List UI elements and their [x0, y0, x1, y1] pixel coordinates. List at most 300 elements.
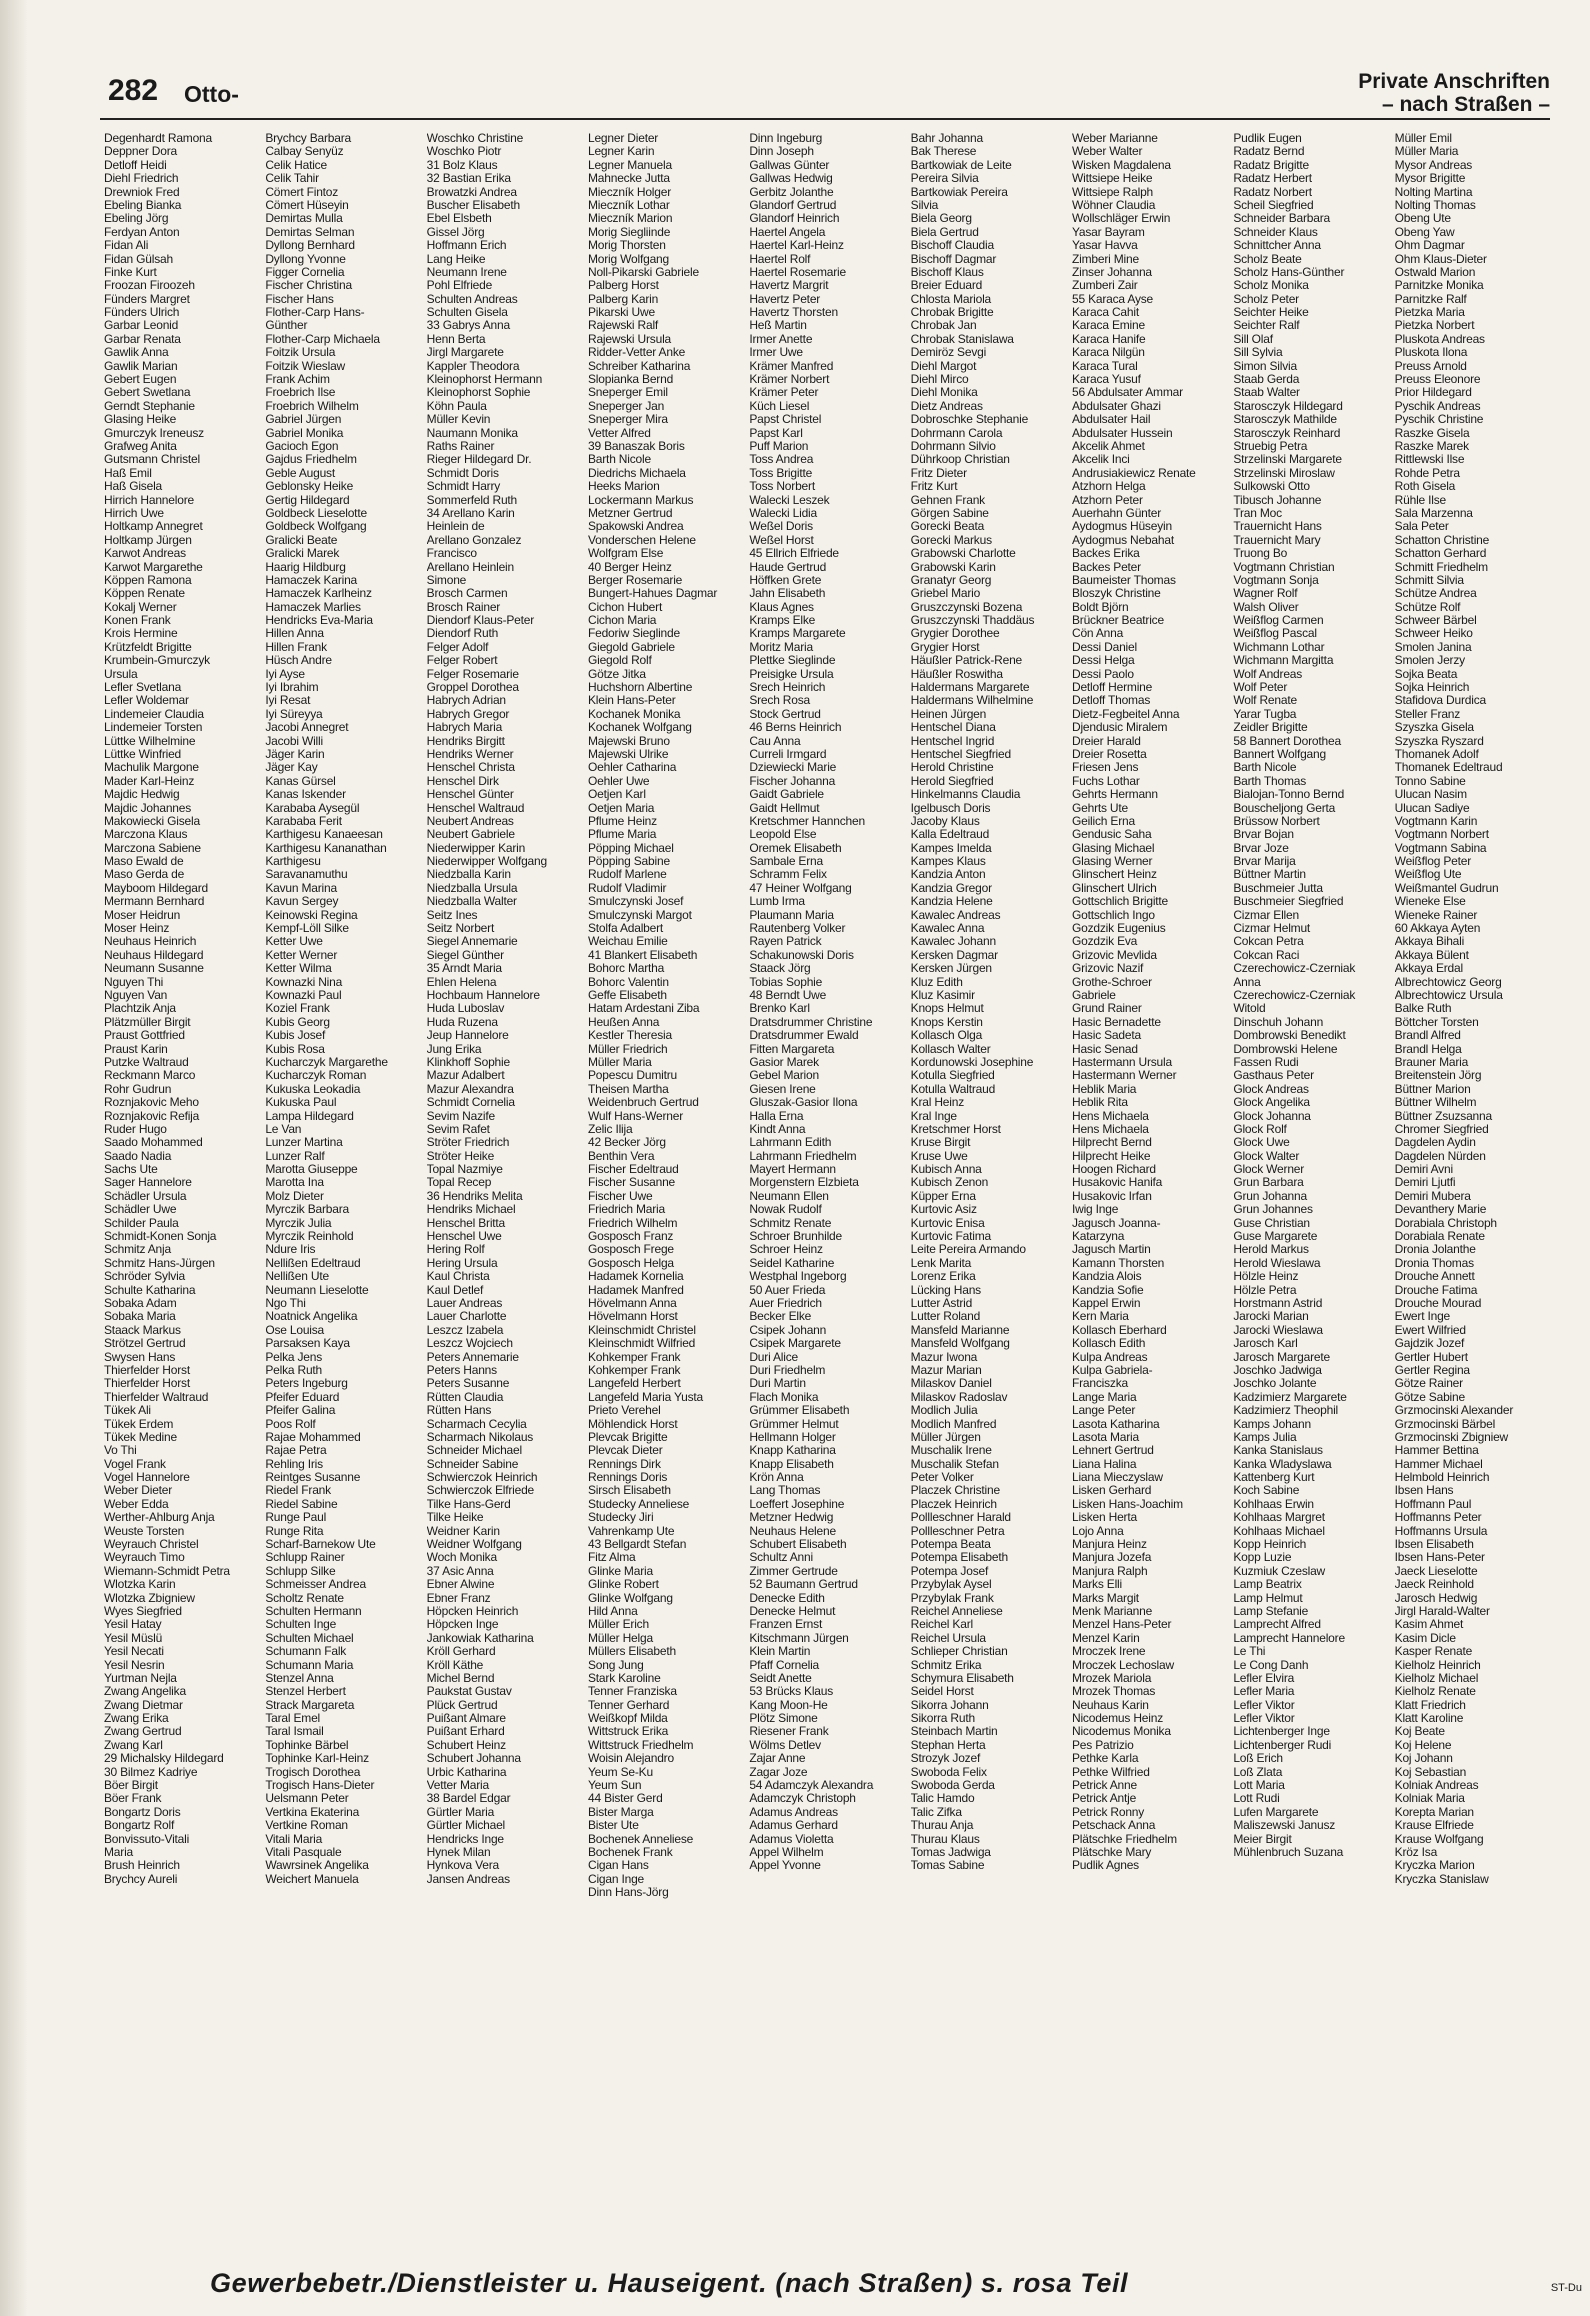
directory-entry: Scholz Hans-Günther	[1233, 265, 1345, 279]
directory-entry: Giegold Gabriele	[587, 640, 675, 654]
directory-entry: Dratsdrummer Ewald	[749, 1029, 859, 1043]
directory-entry: Hild Anna	[587, 1604, 638, 1618]
directory-entry: Hoffmann Paul	[1394, 1497, 1472, 1511]
directory-entry: Haarig Hildburg	[265, 560, 346, 574]
directory-column	[911, 132, 1066, 2232]
directory-entry: Lindemeier Claudia	[104, 707, 204, 721]
directory-entry: Pikarski Uwe	[587, 306, 655, 320]
directory-entry: Mrozek Thomas	[1071, 1685, 1156, 1699]
directory-entry: Zimberi Mine	[1071, 252, 1139, 266]
directory-entry: Aydogmus Hüseyin	[1071, 520, 1172, 534]
directory-entry: Lefler Maria	[1233, 1685, 1295, 1699]
directory-entry: Dobroschke Stephanie	[910, 413, 1029, 427]
directory-entry: Weber Dieter	[104, 1484, 173, 1498]
directory-entry: Akkaya Bülent	[1394, 948, 1469, 962]
directory-entry: Grygier Dorothee	[910, 627, 1000, 641]
directory-entry: Kasim Dicle	[1394, 1631, 1456, 1645]
directory-entry: Weidner Wolfgang	[426, 1538, 522, 1552]
directory-entry: Bungert-Hahues Dagmar	[587, 587, 718, 601]
directory-entry: Mysor Brigitte	[1394, 172, 1466, 186]
directory-entry: Jarocki Marian	[1233, 1310, 1309, 1324]
directory-entry: Lasota Katharina	[1071, 1417, 1160, 1431]
directory-entry: Koj Beate	[1394, 1725, 1445, 1739]
directory-entry: Myrczik Reinhold	[265, 1230, 354, 1244]
directory-entry: Hendriks Birgitt	[426, 734, 505, 748]
directory-entry: Francisco	[426, 547, 477, 561]
directory-entry: Lichtenberger Rudi	[1233, 1738, 1332, 1752]
directory-entry: Machulik Margone	[104, 761, 199, 775]
directory-entry: Demirtas Selman	[265, 225, 355, 239]
directory-entry: Foitzik Ursula	[265, 346, 336, 360]
directory-entry: Yasar Havva	[1071, 239, 1138, 253]
directory-entry: Lamp Stefanie	[1233, 1604, 1309, 1618]
directory-entry: Woschko Piotr	[426, 145, 502, 159]
directory-entry: Kruse Birgit	[910, 1136, 971, 1150]
directory-entry: Schumann Maria	[265, 1658, 354, 1672]
directory-entry: Kretschmer Horst	[910, 1122, 1001, 1136]
directory-entry: Papst Christel	[749, 413, 822, 427]
directory-entry: Mühlenbruch Suzana	[1233, 1846, 1344, 1859]
directory-entry: Sikorra Ruth	[910, 1712, 975, 1726]
directory-entry: Plaumann Maria	[749, 908, 834, 922]
directory-entry: Peters Ingeburg	[265, 1377, 348, 1391]
directory-entry: Pfeifer Galina	[265, 1404, 336, 1418]
directory-entry: Schröder Sylvia	[104, 1270, 186, 1284]
directory-entry: Kawalec Johann	[910, 935, 996, 949]
directory-entry: Prior Hildegard	[1394, 386, 1472, 400]
directory-entry: Lefler Woldemar	[104, 694, 189, 708]
directory-entry: Dreier Harald	[1071, 734, 1141, 748]
directory-entry: Albrechtowicz Georg	[1394, 975, 1502, 989]
directory-entry: Jäger Kay	[265, 761, 318, 775]
directory-entry: Mroczek Lechoslaw	[1071, 1658, 1174, 1672]
directory-entry: Preisigke Ursula	[749, 667, 834, 681]
directory-entry: Saravanamuthu	[265, 868, 348, 882]
directory-entry: Wawrsinek Angelika	[265, 1859, 369, 1873]
directory-entry: Reintges Susanne	[265, 1471, 361, 1485]
directory-entry: Sobaka Adam	[104, 1296, 177, 1310]
directory-entry: Studecky Jiri	[587, 1511, 654, 1525]
directory-entry: Fischer Susanne	[587, 1176, 676, 1190]
directory-entry: Rieger Hildegard Dr.	[426, 453, 532, 467]
directory-entry: Joschko Jadwiga	[1233, 1363, 1322, 1377]
directory-entry: Hochbaum Hannelore	[426, 989, 540, 1002]
directory-entry: Brandl Helga	[1394, 1042, 1462, 1056]
directory-entry: Obeng Yaw	[1394, 225, 1455, 239]
directory-entry: Schneider Michael	[426, 1444, 522, 1458]
directory-entry: Dombrowski Benedikt	[1233, 1029, 1346, 1043]
directory-entry: Saado Nadia	[104, 1149, 172, 1163]
directory-entry: Pethke Karla	[1071, 1752, 1139, 1766]
directory-entry: Swoboda Gerda	[910, 1779, 995, 1793]
directory-entry: Grun Johannes	[1233, 1203, 1313, 1217]
directory-entry: Zwang Angelika	[104, 1685, 186, 1699]
directory-entry: Holtkamp Annegret	[104, 520, 203, 534]
directory-entry: Gajdus Friedhelm	[265, 453, 357, 467]
directory-entry: Biela Gertrud	[910, 225, 979, 239]
directory-entry: Schneider Klaus	[1233, 225, 1318, 239]
directory-entry: Gertler Hubert	[1394, 1350, 1468, 1364]
directory-entry: Langefeld Maria Yusta	[587, 1390, 703, 1404]
directory-entry: Taral Ismail	[265, 1725, 324, 1739]
directory-entry: Kuzmiuk Czeslaw	[1233, 1564, 1326, 1578]
directory-entry: Ursula	[104, 667, 138, 681]
directory-entry: Haß Gisela	[104, 480, 163, 494]
directory-entry: Ibsen Elisabeth	[1394, 1538, 1474, 1552]
directory-entry: Glock Walter	[1233, 1149, 1300, 1163]
directory-entry: Buschmeier Jutta	[1233, 881, 1323, 895]
directory-entry: Menzel Karin	[1071, 1631, 1140, 1645]
directory-entry: Glasing Werner	[1071, 855, 1153, 869]
directory-entry: Karaca Tural	[1071, 359, 1138, 373]
directory-entry: Buscher Elisabeth	[426, 198, 520, 212]
directory-entry: Szyszka Ryszard	[1394, 734, 1484, 748]
directory-entry: Karwot Andreas	[104, 547, 186, 561]
directory-entry: Gozdzik Eugenius	[1071, 922, 1166, 936]
directory-entry: Lott Maria	[1233, 1779, 1285, 1793]
directory-entry: Weuste Torsten	[104, 1524, 185, 1538]
directory-entry: Truong Bo	[1233, 547, 1288, 561]
directory-entry: Smolen Jerzy	[1394, 654, 1465, 668]
directory-entry: Seidel Katharine	[749, 1256, 835, 1270]
directory-entry: Zwang Karl	[104, 1738, 163, 1752]
directory-entry: Mazur Adalbert	[426, 1069, 505, 1083]
directory-entry: Raths Rainer	[426, 439, 495, 453]
directory-entry: Hasic Senad	[1071, 1042, 1138, 1056]
directory-entry: Modlich Julia	[910, 1404, 978, 1418]
directory-entry: Dronia Jolanthe	[1394, 1243, 1476, 1257]
directory-entry: Weißmantel Gudrun	[1394, 881, 1499, 895]
directory-entry: Schmitz Erika	[910, 1658, 982, 1672]
directory-entry: Sager Hannelore	[104, 1176, 192, 1190]
directory-entry: Müller Helga	[587, 1631, 653, 1645]
directory-entry: Gissel Jörg	[426, 225, 485, 239]
directory-entry: Thomanek Edeltraud	[1394, 761, 1503, 775]
directory-entry: Brenko Karl	[749, 1002, 810, 1016]
directory-entry: Schädler Uwe	[104, 1203, 177, 1217]
directory-entry: Griebel Mario	[910, 587, 981, 601]
directory-entry: Hentschel Ingrid	[910, 734, 995, 748]
directory-entry: Tophinke Bärbel	[265, 1738, 349, 1752]
directory-entry: Menzel Hans-Peter	[1071, 1618, 1172, 1632]
directory-entry: Glock Andreas	[1233, 1082, 1309, 1096]
directory-entry: Hoogen Richard	[1071, 1163, 1156, 1177]
directory-entry: Weber Walter	[1071, 145, 1143, 159]
directory-entry: Fedoriw Sieglinde	[587, 627, 680, 641]
directory-entry: Aydogmus Nebahat	[1071, 533, 1174, 547]
directory-entry: Jirgl Harald-Walter	[1394, 1604, 1490, 1618]
directory-entry: Hamaczek Karina	[265, 573, 358, 587]
directory-entry: Mermann Bernhard	[104, 895, 205, 909]
directory-entry: Gabriel Monika	[265, 426, 344, 440]
directory-entry: Song Jung	[587, 1658, 644, 1672]
directory-entry: Reckmann Marco	[104, 1069, 196, 1083]
directory-entry: Siegel Günther	[426, 948, 504, 962]
directory-entry: Gehrts Ute	[1071, 801, 1129, 815]
directory-entry: Hens Michaela	[1071, 1122, 1149, 1136]
directory-entry: Rudolf Vladimir	[587, 881, 667, 895]
directory-entry: Dietz-Fegbeitel Anna	[1071, 707, 1180, 721]
directory-entry: Lasota Maria	[1071, 1430, 1139, 1444]
directory-entry: Ngo Thi	[265, 1296, 306, 1310]
directory-entry: Placzek Christine	[910, 1484, 1000, 1498]
directory-entry: Uelsmann Peter	[265, 1792, 349, 1806]
directory-column	[749, 132, 904, 2232]
directory-entry: Cön Anna	[1071, 627, 1124, 641]
directory-entry: Pöpping Michael	[587, 841, 674, 855]
directory-entry: Karababa Ferit	[265, 814, 342, 828]
directory-entry: Hering Rolf	[426, 1243, 485, 1257]
directory-entry: Wittsiepe Heike	[1071, 172, 1153, 186]
directory-entry: Schmitt Friedhelm	[1394, 560, 1488, 574]
directory-entry: Pohl Elfriede	[426, 279, 493, 293]
directory-entry: Neuhaus Hildegard	[104, 948, 204, 962]
directory-entry: Ferdyan Anton	[104, 225, 180, 239]
directory-entry: Walsh Oliver	[1233, 600, 1299, 614]
directory-entry: Ketter Uwe	[265, 935, 323, 949]
directory-entry: Steinbach Martin	[910, 1725, 998, 1739]
directory-entry: Hens Michaela	[1071, 1109, 1149, 1123]
directory-entry: Wulf Hans-Werner	[587, 1109, 684, 1123]
directory-entry: Trauernicht Mary	[1233, 533, 1321, 547]
directory-entry: Vitali Maria	[265, 1832, 323, 1846]
directory-entry: Fischer Christina	[265, 279, 352, 293]
directory-entry: Köhn Paula	[426, 399, 487, 413]
directory-entry: Haertel Rosemarie	[749, 265, 846, 279]
directory-entry: Lüttke Wilhelmine	[104, 734, 196, 748]
directory-entry: Heinen Jürgen	[910, 707, 987, 721]
directory-entry: Bischoff Klaus	[910, 265, 984, 279]
directory-entry: Lisken Gerhard	[1071, 1484, 1152, 1498]
directory-entry: Lefler Viktor	[1233, 1712, 1295, 1726]
directory-entry: Fischer Johanna	[749, 774, 836, 788]
directory-entry: 38 Bardel Edgar	[426, 1792, 511, 1806]
directory-entry: Glinke Wolfgang	[587, 1591, 673, 1605]
directory-entry: Jacoby Klaus	[910, 814, 980, 828]
directory-entry: Tran Moc	[1233, 506, 1282, 520]
directory-entry: Gawlik Marian	[104, 359, 178, 373]
directory-entry: Kielholz Heinrich	[1394, 1658, 1481, 1672]
directory-entry: Kamps Johann	[1233, 1417, 1311, 1431]
directory-entry: Morgenstern Elzbieta	[749, 1176, 859, 1190]
directory-entry: Tonno Sabine	[1394, 774, 1466, 788]
directory-entry: Ebner Alwine	[426, 1578, 495, 1592]
directory-entry: Schnittcher Anna	[1233, 239, 1321, 253]
directory-entry: Glock Werner	[1233, 1163, 1305, 1177]
directory-entry: Marczona Klaus	[104, 828, 188, 842]
directory-entry: Karaca Cahit	[1071, 306, 1139, 320]
directory-entry: Backes Erika	[1071, 547, 1140, 561]
directory-entry: Topal Recep	[426, 1176, 492, 1190]
directory-entry: Barth Nicole	[1233, 761, 1297, 775]
directory-entry: Scharmach Nikolaus	[426, 1430, 534, 1444]
directory-entry: Drewniok Fred	[104, 185, 180, 199]
directory-entry: Knops Helmut	[910, 1002, 984, 1016]
directory-entry: Strzelinski Margarete	[1233, 453, 1342, 467]
directory-entry: Tenner Franziska	[587, 1685, 677, 1699]
directory-entry: Rudolf Marlene	[587, 868, 667, 882]
directory-entry: Koj Sebastian	[1394, 1765, 1467, 1779]
directory-entry: Schmitt Silvia	[1394, 573, 1464, 587]
directory-entry: Pietzka Maria	[1394, 306, 1465, 320]
directory-entry: Manjura Heinz	[1071, 1538, 1147, 1552]
directory-entry: Strack Margareta	[265, 1698, 355, 1712]
directory-entry: Petrick Ronny	[1071, 1805, 1145, 1819]
directory-entry: Neubert Andreas	[426, 814, 514, 828]
directory-entry: Rajewski Ralf	[587, 319, 659, 333]
directory-entry: Hendricks Eva-Maria	[265, 614, 373, 628]
directory-entry: Schulten Gisela	[426, 306, 508, 320]
directory-entry: 39 Banaszak Boris	[587, 439, 685, 453]
directory-entry: Geblonsky Heike	[265, 480, 354, 494]
directory-entry: Weißkopf Milda	[587, 1712, 668, 1726]
directory-entry: Abdulsater Ghazi	[1071, 399, 1161, 413]
directory-entry: Dronia Thomas	[1394, 1256, 1474, 1270]
directory-entry: Kownazki Nina	[265, 975, 343, 989]
directory-entry: Mazur Alexandra	[426, 1082, 514, 1096]
directory-entry: Hentschel Siegfried	[910, 747, 1011, 761]
directory-entry: 37 Asic Anna	[426, 1564, 494, 1578]
directory-entry: Kröz Isa	[1394, 1846, 1438, 1859]
directory-entry: Irmer Anette	[749, 332, 813, 346]
directory-entry: 32 Bastian Erika	[426, 172, 511, 186]
directory-entry: Gottschlich Brigitte	[1071, 895, 1169, 909]
directory-entry: Hentschel Diana	[910, 721, 996, 735]
directory-entry: Jarocki Wieslawa	[1233, 1323, 1323, 1337]
directory-entry: Prieto Verehel	[587, 1404, 661, 1418]
directory-entry: Oetjen Karl	[587, 788, 646, 802]
directory-entry: Andrusiakiewicz Renate	[1071, 466, 1196, 480]
directory-entry: Büttner Zsuzsanna	[1394, 1109, 1492, 1123]
directory-entry: Kandzia Anton	[910, 868, 986, 882]
directory-entry: Köppen Renate	[104, 587, 185, 601]
directory-entry: Auerhahn Günter	[1071, 506, 1162, 520]
directory-entry: Hendricks Inge	[426, 1832, 504, 1846]
directory-entry: Krämer Peter	[749, 386, 819, 400]
directory-entry: Akkaya Bihali	[1394, 935, 1465, 949]
directory-entry: Felger Rosemarie	[426, 667, 519, 681]
directory-entry: Mieczník Lothar	[587, 198, 670, 212]
directory-entry: Henschel Britta	[426, 1216, 506, 1230]
directory-entry: Schmidt-Konen Sonja	[104, 1230, 217, 1244]
directory-entry: Fitten Margareta	[749, 1042, 835, 1056]
directory-entry: Abdulsater Hussein	[1071, 426, 1173, 440]
directory-entry: Sevim Nazife	[426, 1109, 495, 1123]
directory-entry: 53 Brücks Klaus	[749, 1685, 834, 1699]
directory-entry: Gajdzik Jozef	[1394, 1337, 1465, 1351]
directory-entry: Glandorf Heinrich	[749, 212, 840, 226]
directory-entry: Vetter Alfred	[587, 426, 651, 440]
directory-entry: Hynek Milan	[426, 1846, 491, 1859]
directory-entry: Balke Ruth	[1394, 1002, 1452, 1016]
directory-entry: Kindt Anna	[749, 1122, 806, 1136]
directory-entry: Petrick Antje	[1071, 1792, 1137, 1806]
directory-entry: Glandorf Gertrud	[749, 198, 837, 212]
directory-entry: 40 Berger Heinz	[587, 560, 672, 574]
directory-entry: Pelka Ruth	[265, 1363, 323, 1377]
directory-entry: Fitz Alma	[587, 1551, 636, 1565]
directory-entry: Loß Zlata	[1233, 1765, 1283, 1779]
directory-entry: Fischer Edeltraud	[587, 1163, 679, 1177]
directory-entry: Maria	[104, 1846, 134, 1859]
directory-column	[427, 132, 582, 2232]
directory-entry: Kamps Julia	[1233, 1430, 1297, 1444]
directory-entry: Gallwas Hedwig	[749, 172, 833, 186]
directory-entry: Jaeck Reinhold	[1394, 1578, 1474, 1592]
directory-entry: Schroer Brunhilde	[749, 1230, 842, 1244]
directory-entry: Praust Gottfried	[104, 1029, 185, 1043]
directory-entry: Demiröz Sevgi	[910, 346, 987, 360]
directory-entry: Ruder Hugo	[104, 1122, 167, 1136]
directory-entry: Müller Maria	[1394, 145, 1459, 159]
directory-entry: 34 Arellano Karin	[426, 506, 515, 520]
directory-entry: Gralicki Beate	[265, 533, 338, 547]
directory-entry: Kappel Erwin	[1071, 1296, 1141, 1310]
directory-entry: Tükek Medine	[104, 1430, 177, 1444]
directory-entry: Pluskota Ilona	[1394, 346, 1468, 360]
directory-entry: Nolting Martina	[1394, 185, 1473, 199]
directory-columns	[104, 132, 1550, 2232]
directory-entry: Habrych Adrian	[426, 694, 506, 708]
directory-entry: Jung Erika	[426, 1042, 482, 1056]
directory-entry: Bochenek Anneliese	[587, 1832, 694, 1846]
directory-entry: Heblik Rita	[1071, 1096, 1128, 1110]
directory-entry: Büttner Wilhelm	[1394, 1096, 1477, 1110]
footer-note: Gewerbebetr./Dienstleister u. Hauseigent. (nach Straßen) s. rosa Teil	[210, 2268, 1129, 2298]
directory-entry: Deppner Dora	[104, 145, 177, 159]
directory-entry: Toss Andrea	[749, 453, 814, 467]
directory-entry: Brychcy Barbara	[265, 132, 352, 145]
directory-entry: Simon Silvia	[1233, 359, 1297, 373]
directory-entry: Schütze Rolf	[1394, 600, 1461, 614]
directory-entry: Szyszka Gisela	[1394, 721, 1474, 735]
directory-entry: Kotulla Siegfried	[910, 1069, 995, 1083]
directory-entry: Srech Rosa	[749, 694, 811, 708]
directory-entry: Karwot Margarethe	[104, 560, 203, 574]
directory-entry: Scharf-Barnekow Ute	[265, 1538, 376, 1552]
directory-entry: Kavun Marina	[265, 881, 337, 895]
directory-entry: Lamprecht Hannelore	[1233, 1631, 1345, 1645]
directory-entry: Wölms Detlev	[749, 1738, 821, 1752]
directory-entry: Kawalec Anna	[910, 922, 985, 936]
directory-entry: Drouche Mourad	[1394, 1296, 1482, 1310]
directory-entry: Diendorf Ruth	[426, 627, 499, 641]
directory-entry: Kulpa Andreas	[1071, 1350, 1148, 1364]
directory-entry: Haldermans Wilhelmine	[910, 694, 1034, 708]
running-head: Otto-	[184, 81, 239, 107]
directory-entry: Majdic Hedwig	[104, 788, 180, 802]
directory-entry: Dyllong Yvonne	[265, 252, 346, 266]
directory-entry: Tomas Sabine	[910, 1859, 985, 1873]
directory-entry: Weßel Horst	[749, 533, 814, 547]
directory-entry: Yeum Se-Ku	[587, 1765, 653, 1779]
directory-entry: Pelka Jens	[265, 1350, 323, 1364]
directory-entry: Klinkhoff Sophie	[426, 1055, 510, 1069]
directory-entry: Rennings Dirk	[587, 1457, 661, 1471]
directory-entry: Tobias Sophie	[749, 975, 823, 989]
directory-entry: Kopp Heinrich	[1233, 1538, 1307, 1552]
directory-entry: Kucharczyk Margarethe	[265, 1055, 388, 1069]
directory-entry: Hüsch Andre	[265, 654, 332, 668]
directory-entry: Radatz Bernd	[1233, 145, 1305, 159]
directory-entry: Dührkoop Christian	[910, 453, 1010, 467]
directory-entry: Mansfeld Wolfgang	[910, 1337, 1010, 1351]
directory-entry: Yesil Nesrin	[104, 1658, 165, 1672]
directory-entry: Granatyr Georg	[910, 573, 992, 587]
directory-entry: Neuhaus Heinrich	[104, 935, 197, 949]
directory-entry: Mrozek Mariola	[1071, 1671, 1152, 1685]
directory-entry: Trauernicht Hans	[1233, 520, 1322, 534]
